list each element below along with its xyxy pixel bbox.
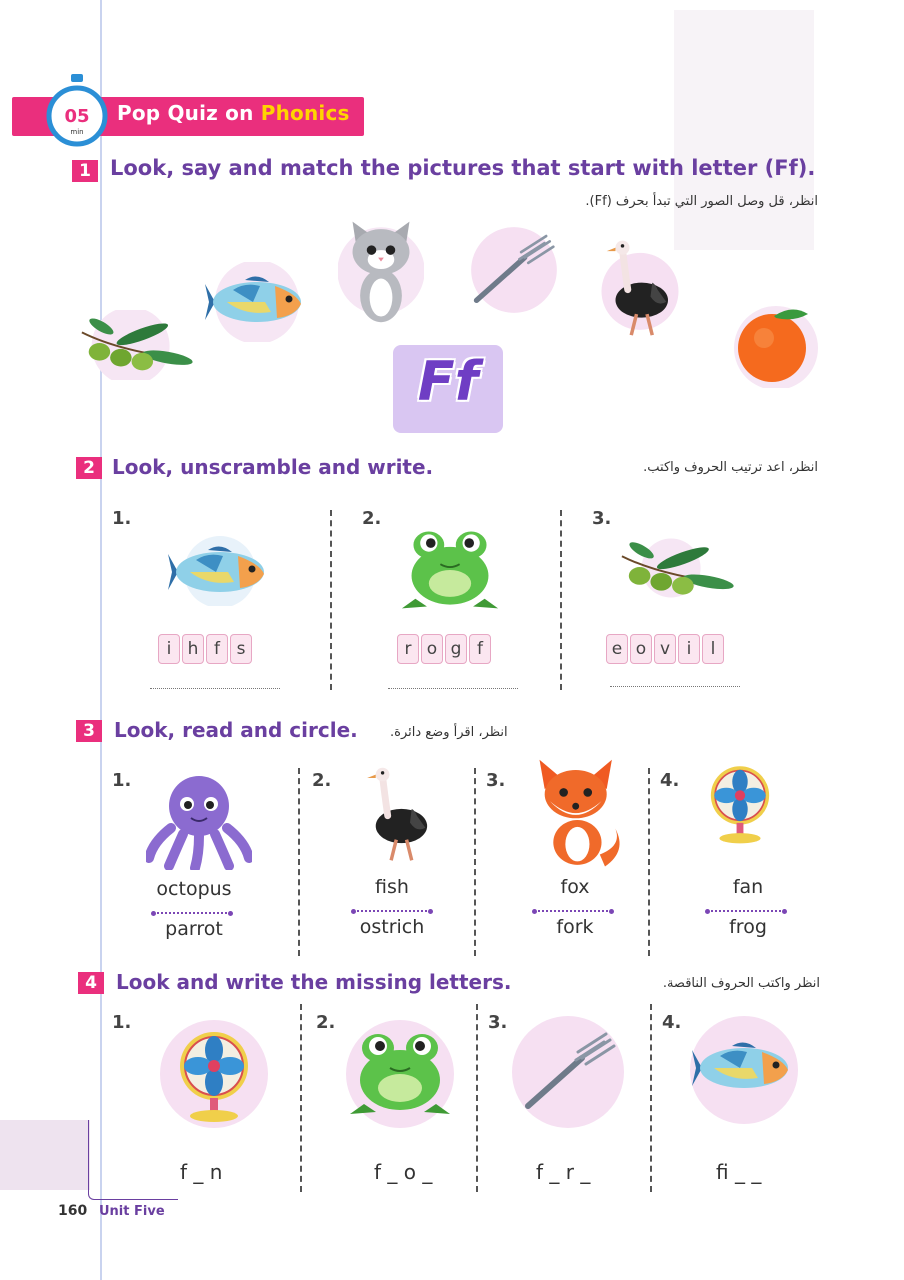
olive-icon xyxy=(618,534,734,606)
cat-icon xyxy=(338,214,424,326)
letter-tile: f xyxy=(206,634,228,664)
fish-icon xyxy=(160,536,272,606)
letter-tiles xyxy=(606,634,724,664)
item-number: 3. xyxy=(592,508,612,529)
section-instruction-arabic: انظر، اعد ترتيب الحروف واكتب. xyxy=(643,460,818,475)
ostrich-icon xyxy=(362,758,434,870)
section-number: 3 xyxy=(76,720,102,742)
ostrich-icon xyxy=(598,232,682,342)
olive-icon xyxy=(78,310,193,380)
word-separator xyxy=(534,910,612,912)
section-title: Look, say and match the pictures that start with letter (Ff). xyxy=(110,156,816,180)
section-number: 4 xyxy=(78,972,104,994)
item-number: 3. xyxy=(486,770,506,791)
missing-letters-word: f _ r _ xyxy=(536,1160,591,1184)
letter-tiles xyxy=(397,634,491,664)
word-option[interactable]: fork xyxy=(556,916,594,938)
letter-tiles xyxy=(158,634,252,664)
letter-tile: g xyxy=(445,634,467,664)
fish-icon xyxy=(192,262,316,342)
answer-line[interactable] xyxy=(610,686,740,687)
fox-icon xyxy=(526,758,634,870)
letter-tile: e xyxy=(606,634,628,664)
fan-icon xyxy=(704,754,776,854)
column-divider xyxy=(650,1004,652,1192)
answer-line[interactable] xyxy=(388,688,518,689)
letter-tile: r xyxy=(397,634,419,664)
section-instruction-arabic: انظر، اقرأ وضع دائرة. xyxy=(390,725,508,740)
word-option[interactable]: fan xyxy=(732,876,764,898)
item-number: 1. xyxy=(112,508,132,529)
section-number: 1 xyxy=(72,160,98,182)
svg-text:05: 05 xyxy=(64,106,90,127)
word-separator xyxy=(353,910,431,912)
word-separator xyxy=(153,912,231,914)
word-option[interactable]: frog xyxy=(729,916,767,938)
letter-tile: o xyxy=(630,634,652,664)
section-number: 2 xyxy=(76,457,102,479)
item-number: 4. xyxy=(662,1012,682,1033)
column-divider xyxy=(298,768,300,956)
frog-icon xyxy=(342,1020,458,1128)
item-number: 2. xyxy=(312,770,332,791)
section-title: Look and write the missing letters. xyxy=(116,970,512,994)
margin-line xyxy=(100,0,102,1280)
section-instruction-arabic: انظر واكتب الحروف الناقصة. xyxy=(662,976,820,991)
missing-letters-word: f _ o _ xyxy=(374,1160,433,1184)
column-divider xyxy=(560,510,562,690)
letter-tile: o xyxy=(421,634,443,664)
letter-card-text: Ff xyxy=(417,350,479,413)
footer-bracket xyxy=(88,1120,178,1200)
fork-icon xyxy=(506,1016,630,1128)
answer-line[interactable] xyxy=(150,688,280,689)
background-tint xyxy=(674,10,814,250)
word-separator xyxy=(707,910,785,912)
letter-tile: h xyxy=(182,634,204,664)
item-number: 2. xyxy=(362,508,382,529)
word-option[interactable]: fish xyxy=(375,876,409,898)
column-divider xyxy=(648,768,650,956)
word-option[interactable]: parrot xyxy=(165,918,223,940)
letter-tile: s xyxy=(230,634,252,664)
orange-icon xyxy=(726,304,818,388)
item-number: 1. xyxy=(112,770,132,791)
column-divider xyxy=(300,1004,302,1192)
word-option[interactable]: fox xyxy=(560,876,590,898)
section-instruction-arabic: انظر، قل وصل الصور التي تبدأ بحرف (Ff). xyxy=(585,194,818,209)
letter-tile: i xyxy=(158,634,180,664)
fan-icon xyxy=(156,1018,272,1130)
item-number: 4. xyxy=(660,770,680,791)
page-number: 160 xyxy=(58,1203,88,1219)
stopwatch-icon xyxy=(42,72,112,148)
background-tint xyxy=(0,1120,90,1190)
word-option[interactable]: ostrich xyxy=(359,916,425,938)
page-title: Pop Quiz on Phonics xyxy=(117,101,350,125)
fork-icon xyxy=(464,222,564,318)
unit-label: Unit Five xyxy=(99,1204,165,1219)
letter-tile: f xyxy=(469,634,491,664)
missing-letters-word: fi _ _ xyxy=(716,1160,762,1184)
word-option[interactable]: octopus xyxy=(156,878,232,900)
item-number: 1. xyxy=(112,1012,132,1033)
section-title: Look, unscramble and write. xyxy=(112,455,434,479)
frog-icon xyxy=(400,524,500,614)
missing-letters-word: f _ n xyxy=(180,1160,223,1184)
octopus-icon xyxy=(146,770,252,870)
svg-text:min: min xyxy=(70,128,84,136)
letter-tile: l xyxy=(702,634,724,664)
column-divider xyxy=(474,768,476,956)
item-number: 3. xyxy=(488,1012,508,1033)
section-title: Look, read and circle. xyxy=(114,718,358,742)
letter-tile: v xyxy=(654,634,676,664)
column-divider xyxy=(330,510,332,690)
item-number: 2. xyxy=(316,1012,336,1033)
letter-tile: i xyxy=(678,634,700,664)
column-divider xyxy=(476,1004,478,1192)
fish-icon xyxy=(682,1016,802,1128)
